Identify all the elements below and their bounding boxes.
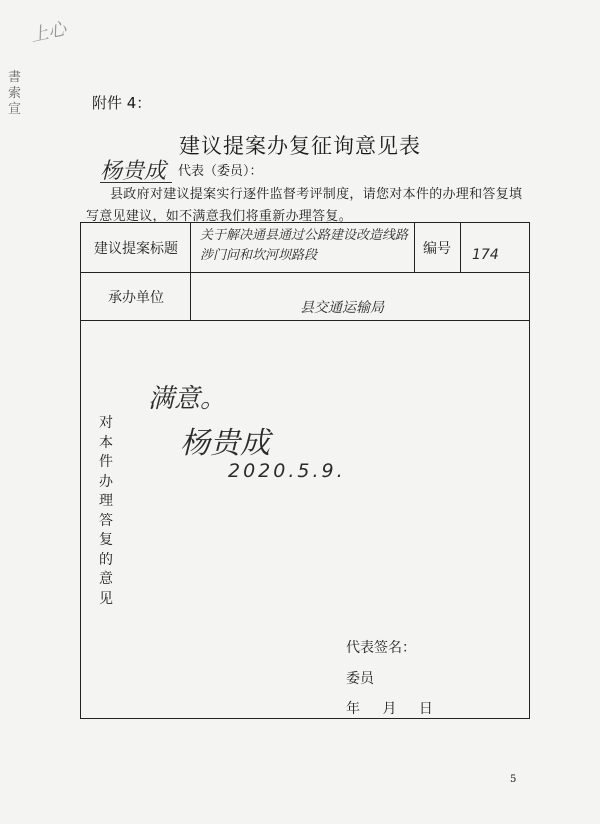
reply-signature: 杨贵成 [180, 426, 270, 461]
opinion-label: 对本件办理答复的意见 [99, 415, 113, 607]
unit-label: 承办单位 [108, 290, 164, 306]
number-label: 编号 [423, 241, 451, 257]
page-number: 5 [510, 774, 517, 785]
table-col-divider [460, 222, 461, 272]
form-title: 建议提案办复征询意见表 [179, 134, 421, 158]
reply-satisfied: 满意。 [148, 384, 227, 414]
intro-paragraph: 县政府对建议提案实行逐件监督考评制度，请您对本件的办理和答复填写意见建议，如不满意我们将重新办理答复。 [86, 187, 523, 224]
signature-label: 代表签名： [346, 640, 416, 656]
subject-value: 关于解决通县通过公路建设改造线路涉门问和坎河坝路段 [200, 228, 409, 263]
number-value: 174 [472, 247, 499, 263]
table-col-divider [190, 222, 191, 320]
addressee-suffix: 代表（委员）： [178, 164, 263, 179]
date-labels: 年 月 日 [346, 701, 433, 717]
table-row-divider [80, 272, 530, 273]
member-label: 委员 [346, 671, 374, 687]
table-row-divider [80, 320, 530, 321]
reply-date: 2020.5.9. [228, 460, 346, 482]
addressee-name: 杨贵成 [100, 154, 166, 185]
attachment-label: 附件 4： [92, 94, 152, 112]
subject-label: 建议提案标题 [94, 241, 178, 257]
unit-value: 县交通运输局 [300, 300, 384, 316]
margin-scribble: 上心 [28, 18, 69, 47]
margin-note: 書 索 宣 [8, 70, 24, 117]
